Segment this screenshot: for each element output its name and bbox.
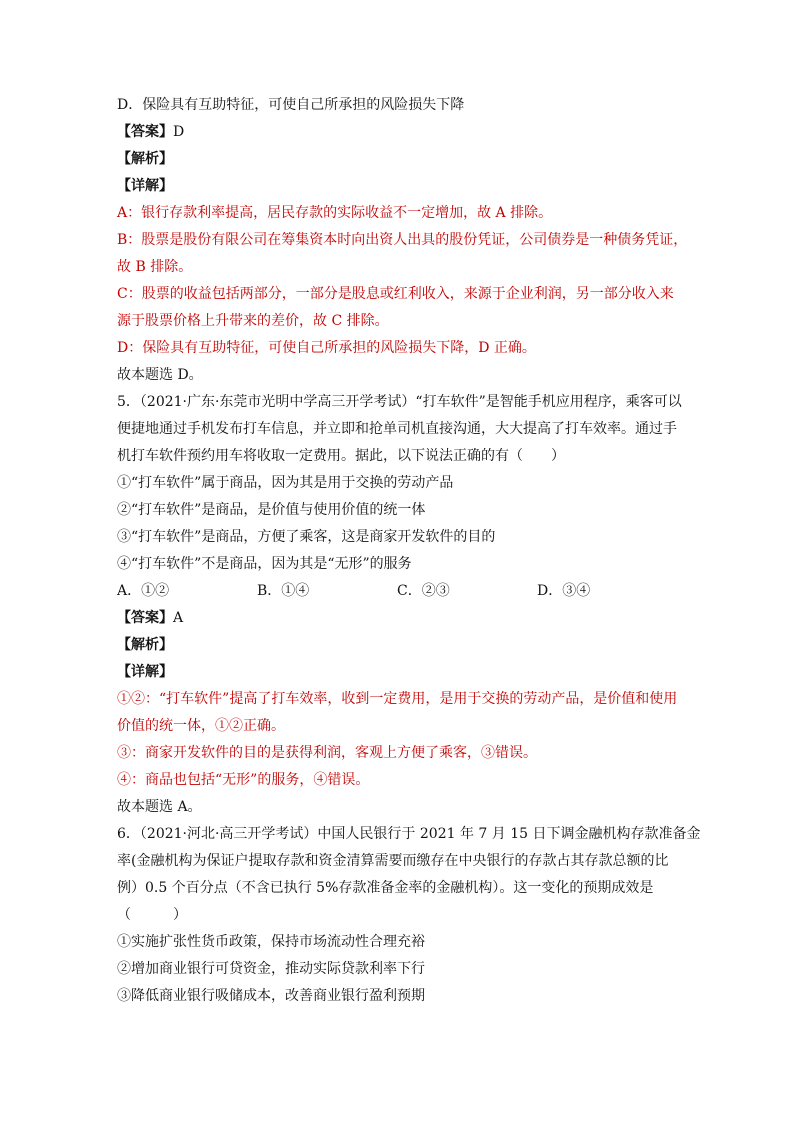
- answer-tag: 【答案】: [117, 124, 173, 140]
- q5-choices: [117, 578, 677, 605]
- q5-stem-line2: 便捷地通过手机发布打车信息，并立即和抢单司机直接沟通，大大提高了打车效率。通过手: [117, 421, 677, 437]
- q5-explanation-4: ④：商品也包括“无形”的服务，④错误。: [117, 772, 370, 788]
- q5-answer: [117, 605, 677, 632]
- q4-explanation-c-line1: C：股票的收益包括两部分，一部分是股息或红利收入，来源于企业利润，另一部分收入来: [117, 286, 674, 302]
- q5-item-4: ④“打车软件”不是商品，因为其是“无形”的服务: [117, 556, 412, 572]
- q5-item-1: ①“打车软件”属于商品，因为其是用于交换的劳动产品: [117, 475, 454, 491]
- q6-stem-line1: 6．（2021·河北·高三开学考试）中国人民银行于 2021 年 7 月 15 日下调金融机构存款准备金: [117, 826, 701, 842]
- q6-item-2: ②增加商业银行可贷资金，推动实际贷款利率下行: [117, 961, 425, 977]
- q5-explanation-12-line1: ①②：“打车软件”提高了打车效率，收到一定费用，是用于交换的劳动产品，是价值和使用: [117, 691, 678, 707]
- answer-value: A: [173, 610, 184, 626]
- q4-conclusion: 故本题选 D。: [117, 367, 203, 383]
- q6-stem-line2: 率(金融机构为保证户提取存款和资金清算需要而缴存在中央银行的存款占其存款总额的比: [117, 853, 669, 869]
- q4-answer: [117, 119, 677, 146]
- q4-explanation-d: D：保险具有互助特征，可使自己所承担的风险损失下降，D 正确。: [117, 340, 536, 356]
- q5-explanation-12-line2: 价值的统一体，①②正确。: [117, 718, 285, 734]
- q6-stem-line3: 例）0.5 个百分点（不含已执行 5%存款准备金率的金融机构）。这一变化的预期成效是: [117, 880, 654, 896]
- q5-item-2: ②“打车软件”是商品，是价值与使用价值的统一体: [117, 502, 426, 518]
- q4-explanation-a: A：银行存款利率提高，居民存款的实际收益不一定增加，故 A 排除。: [117, 205, 553, 221]
- answer-tag: 【答案】: [117, 610, 173, 626]
- answer-value: D: [173, 124, 185, 140]
- q5-choice-d: D．③④: [537, 583, 591, 599]
- document-page: [117, 92, 701, 1010]
- q5-choice-c: C．②③: [397, 583, 450, 599]
- q5-stem-line3: 机打车软件预约用车将收取一定费用。据此，以下说法正确的有（ ）: [117, 448, 565, 464]
- q4-detail-tag: 【详解】: [117, 178, 173, 194]
- q6-stem-line4: （ ）: [117, 907, 187, 923]
- q4-analysis-tag: 【解析】: [117, 151, 173, 167]
- q5-item-3: ③“打车软件”是商品，方便了乘客，这是商家开发软件的目的: [117, 529, 496, 545]
- q5-choice-a: A．①②: [117, 583, 170, 599]
- q6-item-3: ③降低商业银行吸储成本，改善商业银行盈利预期: [117, 988, 425, 1004]
- q5-analysis-tag: 【解析】: [117, 637, 173, 653]
- q4-option-d: D．保险具有互助特征，可使自己所承担的风险损失下降: [117, 97, 465, 113]
- q5-explanation-3: ③：商家开发软件的目的是获得利润，客观上方便了乘客，③错误。: [117, 745, 537, 761]
- q4-explanation-b-line1: B：股票是股份有限公司在筹集资本时向出资人出具的股份凭证，公司债券是一种债务凭证，: [117, 232, 688, 248]
- q4-explanation-b-line2: 故 B 排除。: [117, 259, 193, 275]
- q5-conclusion: 故本题选 A。: [117, 799, 202, 815]
- q5-choice-b: B．①④: [257, 583, 310, 599]
- q5-stem-line1: 5．（2021·广东·东莞市光明中学高三开学考试）“打车软件”是智能手机应用程序，乘客可以: [117, 394, 682, 410]
- q4-explanation-c-line2: 源于股票价格上升带来的差价，故 C 排除。: [117, 313, 389, 329]
- q5-detail-tag: 【详解】: [117, 664, 173, 680]
- q6-item-1: ①实施扩张性货币政策，保持市场流动性合理充裕: [117, 934, 425, 950]
